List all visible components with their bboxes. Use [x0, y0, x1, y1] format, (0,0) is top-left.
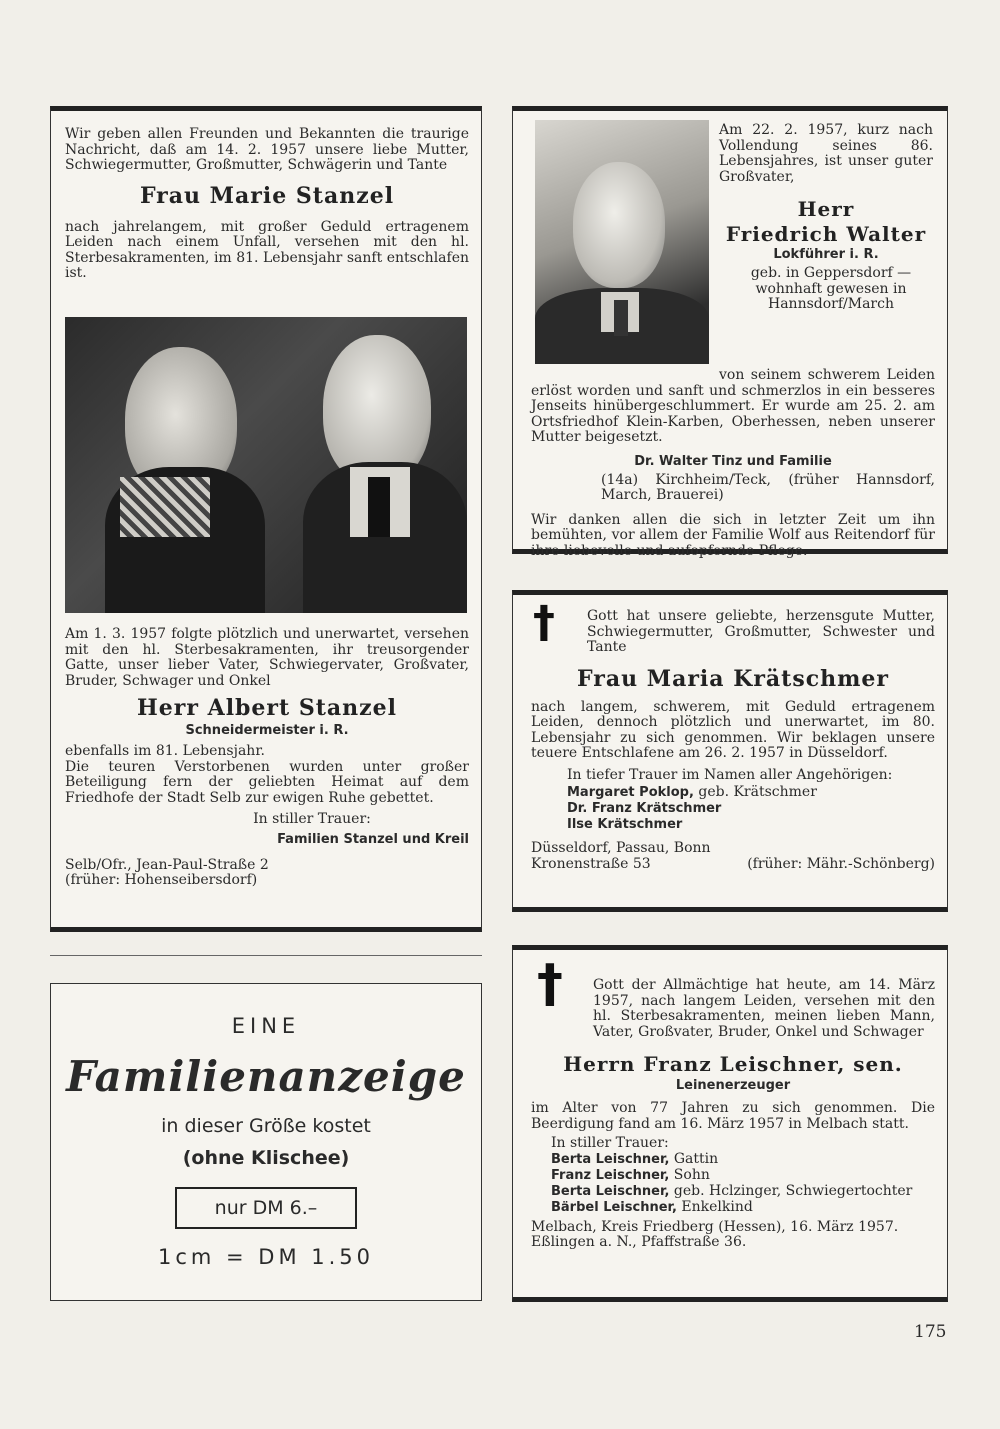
- kraetschmer-street: Kronenstraße 53: [531, 855, 651, 872]
- stanzel-text2: Am 1. 3. 1957 folgte plötzlich und unerwartet, versehen mit den hl. Sterbesakramenten, ihr treusorgender Gatte, unser lieber Vater, Schwiegervater, Großvater, Bruder, Schwager und Onkel: [65, 626, 469, 689]
- cross-icon: †: [537, 954, 563, 1014]
- cross-icon: †: [533, 597, 555, 648]
- stanzel-name-albert: Herr Albert Stanzel: [137, 695, 397, 721]
- leischner-mourner-2: Franz Leischner, Sohn: [551, 1166, 710, 1183]
- leischner-mourner-4: Bärbel Leischner, Enkelkind: [551, 1198, 753, 1215]
- stanzel-intro: Wir geben allen Freunden und Bekannten die traurige Nachricht, daß am 14. 2. 1957 unsere liebe Mutter, Schwiegermutter, Großmutter, Schwägerin und Tante: [65, 126, 469, 173]
- leischner-title: Leinenerzeuger: [675, 1078, 791, 1093]
- walter-thanks: Wir danken allen die sich in letzter Zeit um ihn bemühten, vor allem der Familie Wolf aus Reitendorf für ihre liebevolle und aufopfernde Pflege.: [531, 511, 935, 559]
- kraetschmer-signer3: Ilse Krätschmer: [567, 817, 683, 832]
- obituary-kraetschmer: [512, 590, 948, 912]
- walter-intro: Am 22. 2. 1957, kurz nach Vollendung seines 86. Lebensjahres, ist unser guter Großvater,: [719, 122, 933, 185]
- page-number: 175: [914, 1322, 947, 1342]
- stanzel-families: Familien Stanzel und Kreil: [277, 831, 469, 847]
- walter-name: Friedrich Walter: [725, 222, 927, 246]
- kraetschmer-intro: Gott hat unsere geliebte, herzensgute Mutter, Schwiegermutter, Großmutter, Schwester und Tante: [587, 608, 935, 655]
- kraetschmer-mourning: In tiefer Trauer im Namen aller Angehörigen:: [567, 766, 893, 783]
- stanzel-couple-photo: [65, 317, 467, 613]
- walter-signer: Dr. Walter Tinz und Familie: [634, 453, 832, 469]
- promo-line3: in dieser Größe kostet: [161, 1115, 371, 1137]
- obituary-stanzel: [50, 106, 482, 932]
- promo-line1: EINE: [231, 1014, 301, 1038]
- walter-text: von seinem schwerem Leiden erlöst worden und sanft und schmerzlos in ein besseres Jenseits hinübergeschlummert. Er wurde am 25. 2. am Ortsfriedhof Klein-Karben, Oberhessen, neben unserer Mutter beigesetzt.: [531, 367, 935, 445]
- walter-honorific: Herr: [797, 197, 855, 221]
- stanzel-text3: ebenfalls im 81. Lebensjahr.: [65, 743, 265, 759]
- stanzel-title: Schneidermeister i. R.: [185, 723, 349, 738]
- kraetschmer-name: Frau Maria Krätschmer: [577, 665, 889, 692]
- promo-headline: Familienanzeige: [66, 1052, 466, 1101]
- leischner-mourning: In stiller Trauer:: [551, 1135, 669, 1151]
- leischner-mourner-1: Berta Leischner, Gattin: [551, 1150, 719, 1167]
- promo-rate: 1cm = DM 1.50: [157, 1245, 375, 1269]
- walter-born: geb. in Geppersdorf — wohnhaft gewesen in Hannsdorf/March: [750, 265, 912, 312]
- obituary-leischner: [512, 945, 948, 1302]
- walter-signer-address: (14a) Kirchheim/Teck, (früher Hannsdorf, March, Brauerei): [601, 471, 935, 503]
- promo-line4: (ohne Klischee): [182, 1147, 350, 1169]
- family-ad-promo: [50, 983, 482, 1301]
- stanzel-name-marie: Frau Marie Stanzel: [139, 182, 395, 209]
- kraetschmer-signer2: Dr. Franz Krätschmer: [567, 801, 722, 816]
- kraetschmer-address-line: [531, 857, 935, 873]
- stanzel-text4: Die teuren Verstorbenen wurden unter großer Beteiligung fern der geliebten Heimat auf dem Friedhofe der Stadt Selb zur ewigen Ruhe gebettet.: [65, 758, 469, 806]
- kraetschmer-former: (früher: Mähr.-Schönberg): [747, 855, 935, 872]
- promo-price: nur DM 6.–: [214, 1197, 318, 1219]
- leischner-text: im Alter von 77 Jahren zu sich genommen. Die Beerdigung fand am 16. März 1957 in Melbach statt.: [531, 1100, 935, 1132]
- leischner-place-date: Melbach, Kreis Friedberg (Hessen), 16. März 1957.: [531, 1218, 899, 1235]
- leischner-mourner-3: Berta Leischner, geb. Hclzinger, Schwiegertochter: [551, 1182, 913, 1199]
- obituary-walter: [512, 106, 948, 559]
- stanzel-text1: nach jahrelangem, mit großer Geduld ertragenem Leiden nach einem Unfall, versehen mit den hl. Sterbesakramenten, im 81. Lebensjahr sanft entschlafen ist.: [65, 218, 469, 281]
- leischner-address: Eßlingen a. N., Pfaffstraße 36.: [531, 1234, 747, 1250]
- stanzel-mourning: In stiller Trauer:: [253, 811, 371, 827]
- kraetschmer-text: nach langem, schwerem, mit Geduld ertragenem Leiden, dennoch plötzlich und unerwartet, im 80. Lebensjahr zu sich genommen. Wir beklagen unsere teuere Entschlafene am 26. 2. 1957 in Düsseldorf.: [531, 698, 935, 761]
- kraetschmer-place: Düsseldorf, Passau, Bonn: [531, 840, 711, 856]
- walter-title: Lokführer i. R.: [773, 247, 879, 262]
- stanzel-address1: Selb/Ofr., Jean-Paul-Straße 2: [65, 856, 269, 873]
- leischner-name: Herrn Franz Leischner, sen.: [563, 1052, 903, 1076]
- leischner-intro: Gott der Allmächtige hat heute, am 14. März 1957, nach langem Leiden, versehen mit den hl. Sterbesakramenten, meinen lieben Mann, Vater, Großvater, Bruder, Onkel und Schwager: [593, 977, 935, 1040]
- stanzel-address2: (früher: Hohenseibersdorf): [65, 872, 258, 888]
- kraetschmer-signer1: Margaret Poklop, geb. Krätschmer: [567, 784, 817, 800]
- promo-price-box: [175, 1187, 357, 1229]
- walter-portrait-photo: [535, 120, 709, 364]
- divider: [50, 955, 482, 956]
